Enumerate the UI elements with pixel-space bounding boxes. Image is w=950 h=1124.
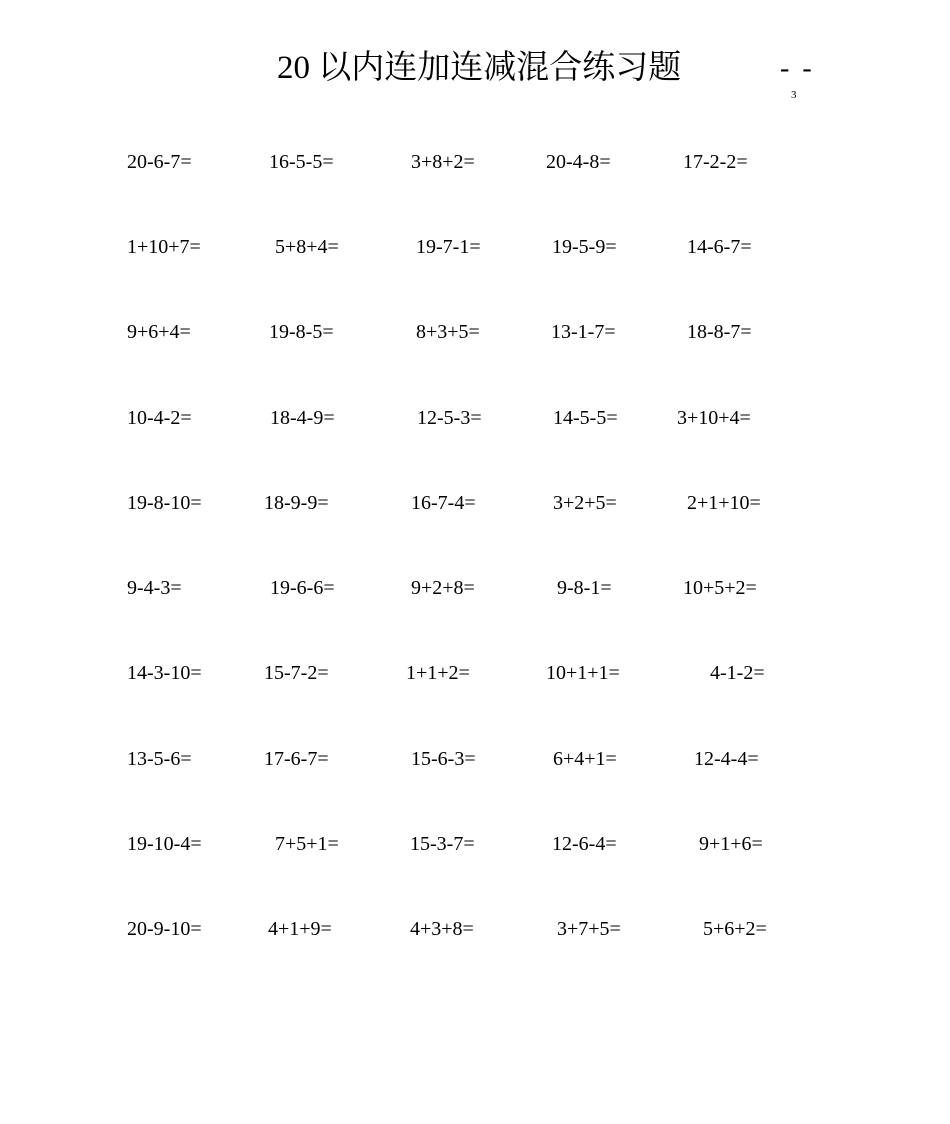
problem-item: 13-5-6= [127, 748, 192, 770]
problem-item: 10+1+1= [546, 662, 620, 684]
problem-item: 15-7-2= [264, 662, 329, 684]
problem-item: 20-6-7= [127, 151, 192, 173]
problem-item: 3+10+4= [677, 407, 751, 429]
problem-item: 20-4-8= [546, 151, 611, 173]
problem-item: 5+8+4= [275, 236, 339, 258]
problem-item: 20-9-10= [127, 918, 202, 940]
problem-item: 4+1+9= [268, 918, 332, 940]
problem-item: 19-5-9= [552, 236, 617, 258]
problem-item: 9-8-1= [557, 577, 612, 599]
problem-item: 19-8-5= [269, 321, 334, 343]
problem-item: 3+2+5= [553, 492, 617, 514]
problem-item: 10+5+2= [683, 577, 757, 599]
problem-item: 1+10+7= [127, 236, 201, 258]
problem-item: 9-4-3= [127, 577, 182, 599]
problem-item: 12-4-4= [694, 748, 759, 770]
problem-item: 12-6-4= [552, 833, 617, 855]
problem-item: 9+1+6= [699, 833, 763, 855]
problem-item: 9+6+4= [127, 321, 191, 343]
problem-item: 4+3+8= [410, 918, 474, 940]
problem-item: 12-5-3= [417, 407, 482, 429]
problem-item: 14-5-5= [553, 407, 618, 429]
problem-item: 14-6-7= [687, 236, 752, 258]
problem-item: 3+7+5= [557, 918, 621, 940]
problem-item: 15-6-3= [411, 748, 476, 770]
problem-item: 4-1-2= [710, 662, 765, 684]
problem-item: 16-7-4= [411, 492, 476, 514]
problem-item: 18-4-9= [270, 407, 335, 429]
problem-item: 5+6+2= [703, 918, 767, 940]
problem-item: 16-5-5= [269, 151, 334, 173]
problem-item: 17-2-2= [683, 151, 748, 173]
problem-item: 17-6-7= [264, 748, 329, 770]
problem-item: 18-8-7= [687, 321, 752, 343]
problem-item: 6+4+1= [553, 748, 617, 770]
problem-item: 13-1-7= [551, 321, 616, 343]
problem-item: 8+3+5= [416, 321, 480, 343]
problem-item: 10-4-2= [127, 407, 192, 429]
problem-item: 7+5+1= [275, 833, 339, 855]
corner-mark: - - [780, 53, 815, 84]
problem-item: 18-9-9= [264, 492, 329, 514]
problem-item: 19-10-4= [127, 833, 202, 855]
problem-item: 1+1+2= [406, 662, 470, 684]
problem-item: 14-3-10= [127, 662, 202, 684]
problem-item: 19-8-10= [127, 492, 202, 514]
problem-item: 2+1+10= [687, 492, 761, 514]
page-title: 20 以内连加连减混合练习题 [277, 50, 682, 86]
page-number: 3 [791, 89, 797, 101]
problem-item: 15-3-7= [410, 833, 475, 855]
problem-item: 3+8+2= [411, 151, 475, 173]
problem-item: 19-6-6= [270, 577, 335, 599]
problem-item: 9+2+8= [411, 577, 475, 599]
problem-item: 19-7-1= [416, 236, 481, 258]
